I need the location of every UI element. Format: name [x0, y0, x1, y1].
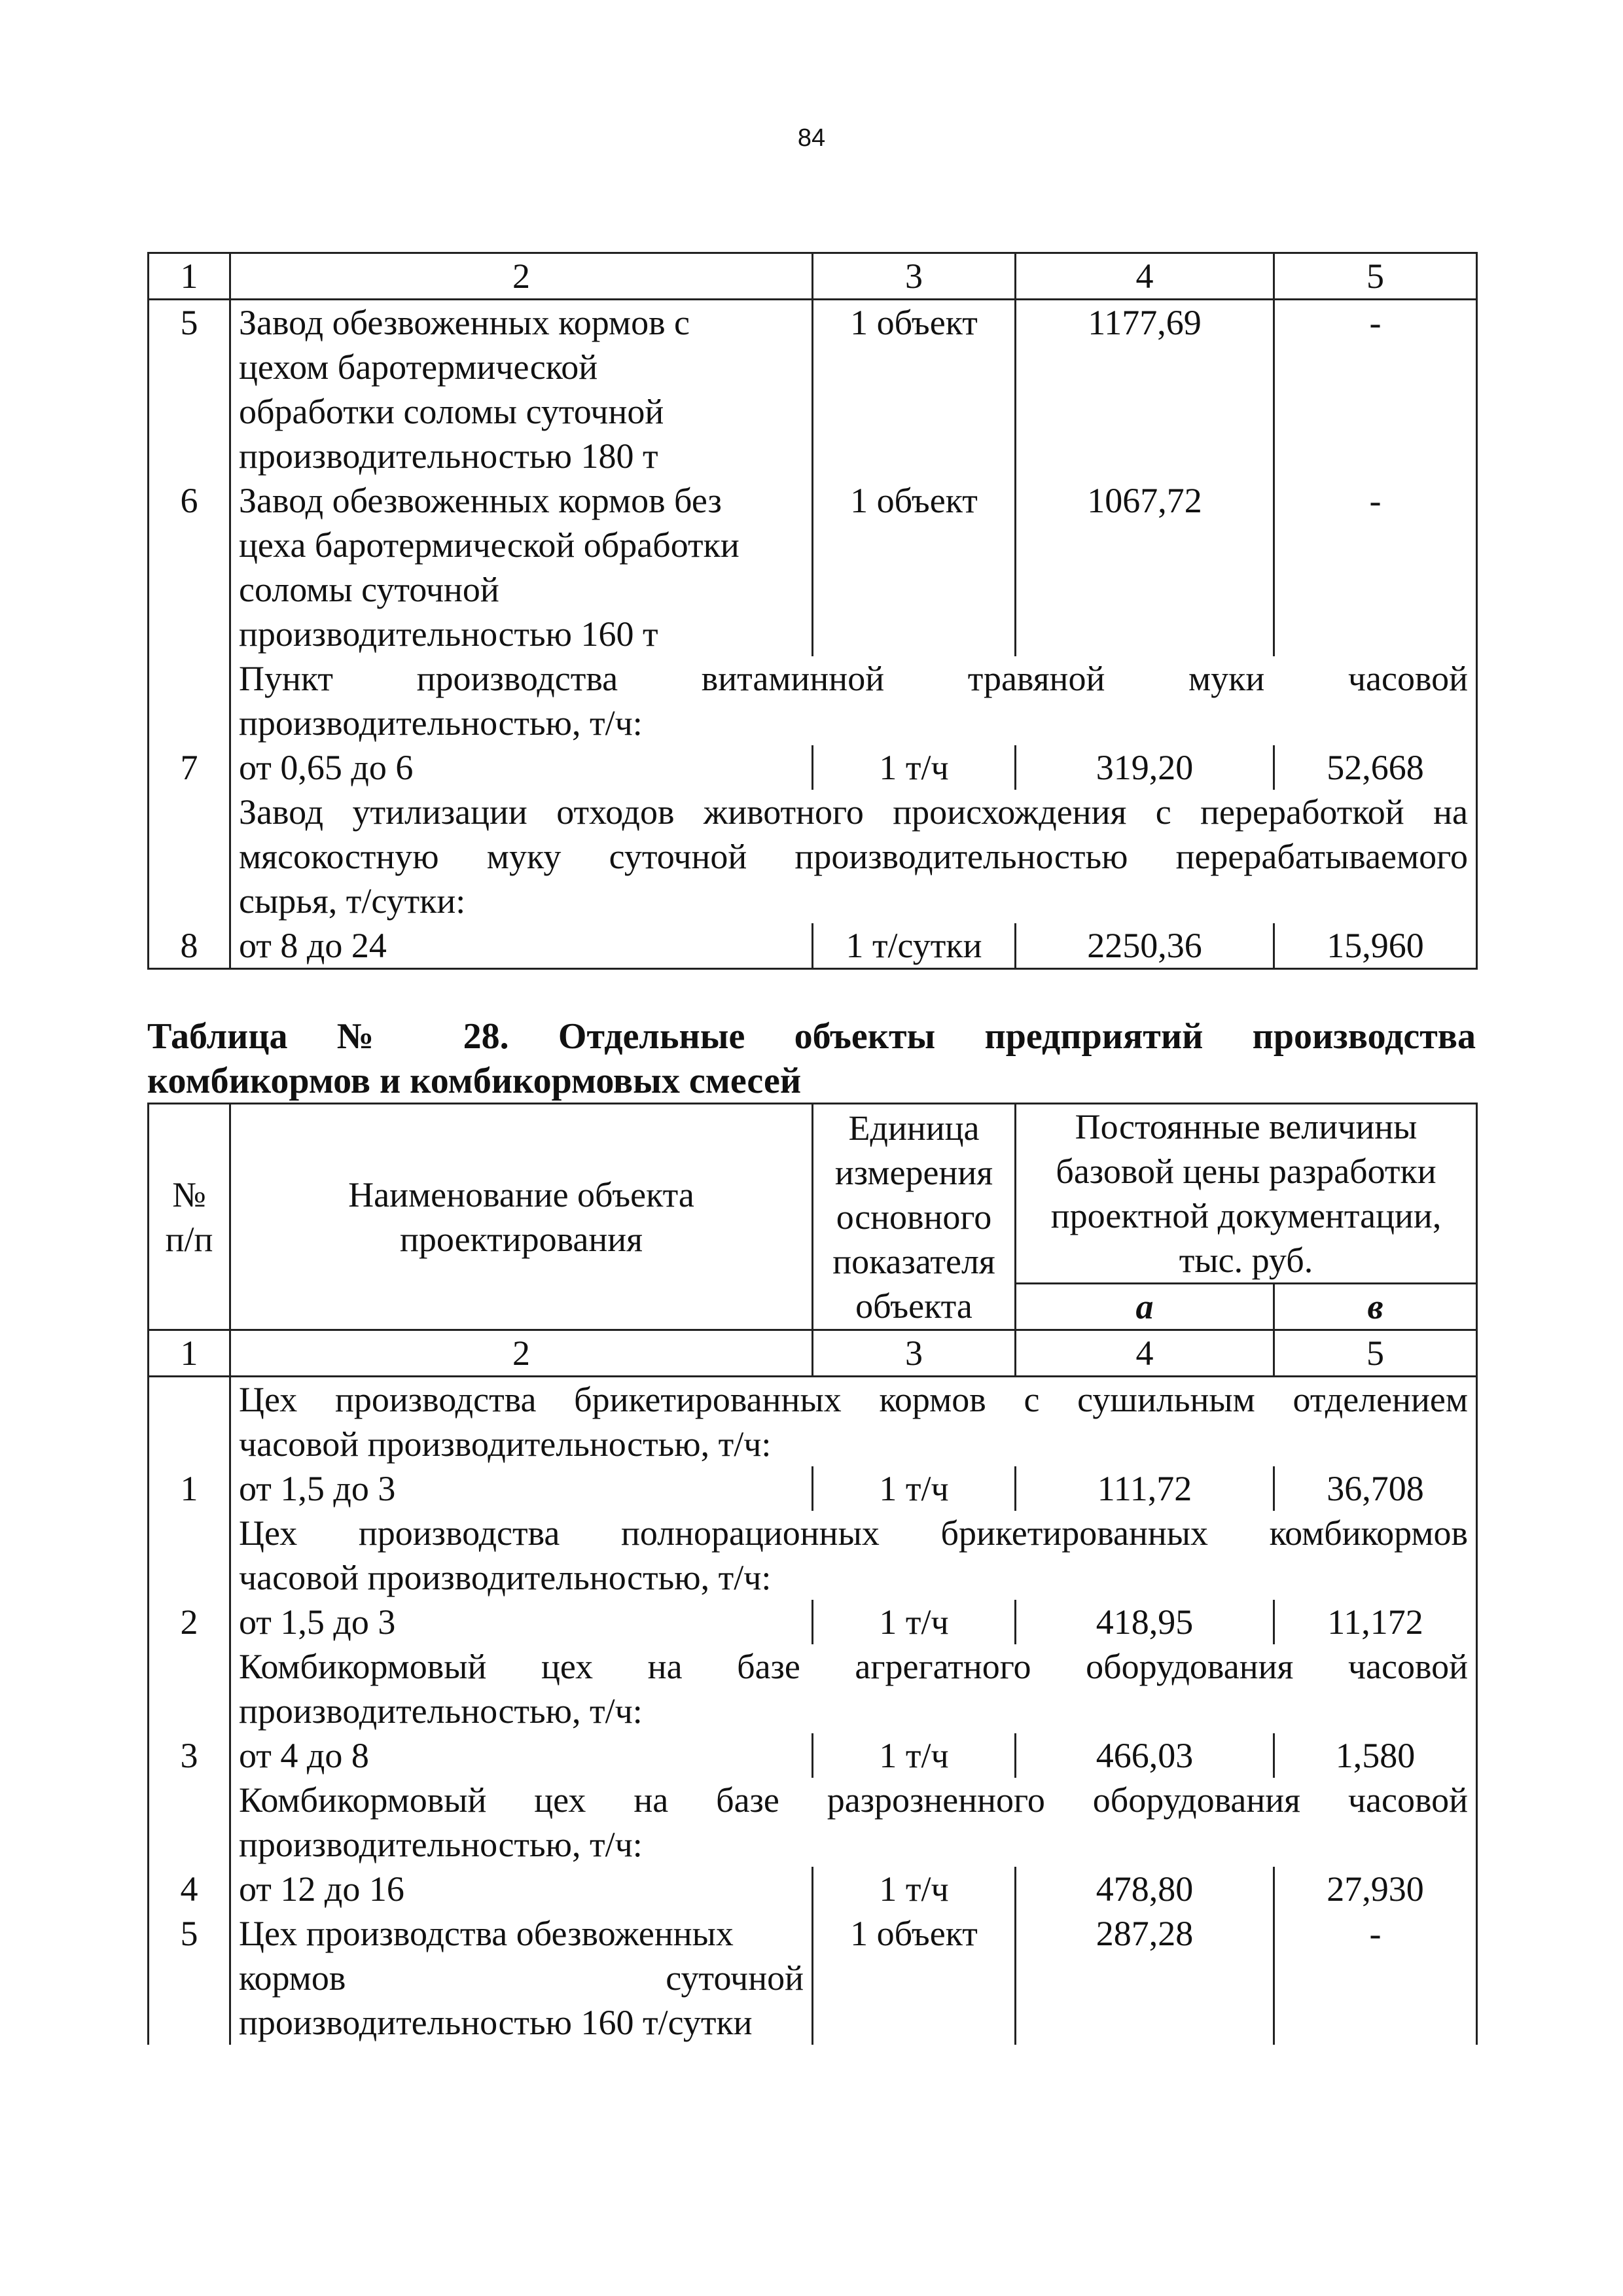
- value-b: 52,668: [1274, 745, 1477, 790]
- col-number: 5: [1274, 253, 1477, 300]
- row-number: 4: [149, 1867, 230, 1911]
- name-line: кормов суточной: [239, 1958, 804, 1998]
- col-number: 4: [1016, 1330, 1274, 1377]
- range: от 1,5 до 3: [230, 1600, 813, 1644]
- col-number: 1: [149, 253, 230, 300]
- value-a: 1067,72: [1016, 478, 1274, 656]
- row-number: 7: [149, 745, 230, 790]
- range: от 12 до 16: [230, 1867, 813, 1911]
- table-continuation: [147, 252, 1478, 970]
- group-heading-row: [149, 1511, 1477, 1600]
- group-heading: [230, 1511, 1477, 1600]
- group-heading: [230, 790, 1477, 923]
- group-line: Комбикормовый цех на базе разрозненного оборудования часовой: [239, 1780, 1469, 1820]
- col-number: 1: [149, 1330, 230, 1377]
- group-line: производительностью, т/ч:: [239, 1825, 643, 1864]
- name-line: Завод обезвоженных кормов с: [239, 303, 690, 342]
- name-line: производительностью 160 т: [239, 614, 658, 654]
- value-a: 466,03: [1016, 1733, 1274, 1778]
- table-row: [149, 1466, 1477, 1511]
- header-row: [149, 1104, 1477, 1284]
- row-number: 3: [149, 1733, 230, 1778]
- unit: 1 т/ч: [813, 1600, 1016, 1644]
- caption-line: комбикормов и комбикормовых смесей: [147, 1061, 802, 1101]
- row-number: 6: [149, 478, 230, 656]
- group-line: мясокостную муку суточной производительностью перерабатываемого: [239, 837, 1468, 876]
- header-a: а: [1016, 1284, 1274, 1330]
- value-b: -: [1274, 478, 1477, 656]
- group-heading: [230, 1778, 1477, 1867]
- column-number-row: [149, 1330, 1477, 1377]
- table-caption: [147, 1014, 1476, 1103]
- range: от 1,5 до 3: [230, 1466, 813, 1511]
- unit: 1 объект: [813, 1911, 1016, 2045]
- table-28: [147, 1103, 1478, 2045]
- caption-line: Таблица № 28. Отдельные объекты предприятий производства: [147, 1016, 1476, 1057]
- group-line: Комбикормовый цех на базе агрегатного оборудования часовой: [239, 1647, 1469, 1686]
- row-number: 2: [149, 1600, 230, 1644]
- table-row: [149, 1867, 1477, 1911]
- value-b: -: [1274, 1911, 1477, 2045]
- header-name: Наименование объекта проектирования: [230, 1104, 813, 1330]
- group-heading-row: [149, 656, 1477, 745]
- column-number-row: [149, 253, 1477, 300]
- object-name: [230, 1911, 813, 2045]
- name-line: производительностью 160 т/сутки: [239, 2003, 753, 2042]
- value-a: 319,20: [1016, 745, 1274, 790]
- value-a: 1177,69: [1016, 300, 1274, 479]
- value-b: 11,172: [1274, 1600, 1477, 1644]
- header-number: № п/п: [149, 1104, 230, 1330]
- col-number: 2: [230, 253, 813, 300]
- unit: 1 т/ч: [813, 745, 1016, 790]
- group-line: часовой производительностью, т/ч:: [239, 1558, 772, 1597]
- group-heading-row: [149, 1377, 1477, 1467]
- col-number: 4: [1016, 253, 1274, 300]
- table-row: [149, 300, 1477, 479]
- name-line: обработки соломы суточной: [239, 392, 664, 431]
- col-number: 3: [813, 253, 1016, 300]
- name-line: Завод обезвоженных кормов без: [239, 481, 722, 520]
- col-number: 2: [230, 1330, 813, 1377]
- name-line: соломы суточной: [239, 570, 499, 609]
- name-line: Цех производства обезвоженных: [239, 1914, 734, 1953]
- header-unit: Единица измерения основного показателя объекта: [813, 1104, 1016, 1330]
- unit: 1 т/ч: [813, 1867, 1016, 1911]
- table-row: [149, 923, 1477, 969]
- group-heading-row: [149, 1778, 1477, 1867]
- col-number: 3: [813, 1330, 1016, 1377]
- unit: 1 т/ч: [813, 1733, 1016, 1778]
- group-line: Цех производства брикетированных кормов с сушильным отделением: [239, 1380, 1469, 1419]
- value-a: 418,95: [1016, 1600, 1274, 1644]
- unit: 1 т/ч: [813, 1466, 1016, 1511]
- group-heading-row: [149, 1644, 1477, 1733]
- group-line: сырья, т/сутки:: [239, 881, 466, 921]
- header-b: в: [1274, 1284, 1477, 1330]
- page-number: 84: [797, 124, 826, 152]
- table-row: [149, 1911, 1477, 2045]
- unit: 1 объект: [813, 478, 1016, 656]
- group-line: Завод утилизации отходов животного происхождения с переработкой на: [239, 792, 1468, 832]
- range: от 0,65 до 6: [230, 745, 813, 790]
- range: от 4 до 8: [230, 1733, 813, 1778]
- name-line: цеха баротермической обработки: [239, 525, 740, 565]
- table-row: [149, 478, 1477, 656]
- value-a: 111,72: [1016, 1466, 1274, 1511]
- header-price: Постоянные величины базовой цены разработки проектной документации, тыс. руб.: [1016, 1104, 1477, 1284]
- row-number: 5: [149, 300, 230, 479]
- unit: 1 объект: [813, 300, 1016, 479]
- group-heading-row: [149, 790, 1477, 923]
- name-line: производительностью 180 т: [239, 436, 658, 476]
- group-heading: [230, 656, 1477, 745]
- group-line: производительностью, т/ч:: [239, 703, 643, 743]
- group-line: производительностью, т/ч:: [239, 1691, 643, 1731]
- object-name: [230, 478, 813, 656]
- value-b: 1,580: [1274, 1733, 1477, 1778]
- table-row: [149, 1600, 1477, 1644]
- row-number: 5: [149, 1911, 230, 2045]
- object-name: [230, 300, 813, 479]
- row-number: 1: [149, 1466, 230, 1511]
- range: от 8 до 24: [230, 923, 813, 969]
- value-b: -: [1274, 300, 1477, 479]
- group-line: Цех производства полнорационных брикетированных комбикормов: [239, 1513, 1469, 1553]
- group-line: часовой производительностью, т/ч:: [239, 1424, 772, 1464]
- value-b: 15,960: [1274, 923, 1477, 969]
- col-number: 5: [1274, 1330, 1477, 1377]
- group-line: Пункт производства витаминной травяной муки часовой: [239, 659, 1468, 698]
- value-a: 478,80: [1016, 1867, 1274, 1911]
- group-heading: [230, 1377, 1477, 1467]
- name-line: цехом баротермической: [239, 347, 598, 387]
- value-a: 287,28: [1016, 1911, 1274, 2045]
- row-number: 8: [149, 923, 230, 969]
- value-b: 27,930: [1274, 1867, 1477, 1911]
- group-heading: [230, 1644, 1477, 1733]
- table-row: [149, 745, 1477, 790]
- value-a: 2250,36: [1016, 923, 1274, 969]
- unit: 1 т/сутки: [813, 923, 1016, 969]
- table-row: [149, 1733, 1477, 1778]
- value-b: 36,708: [1274, 1466, 1477, 1511]
